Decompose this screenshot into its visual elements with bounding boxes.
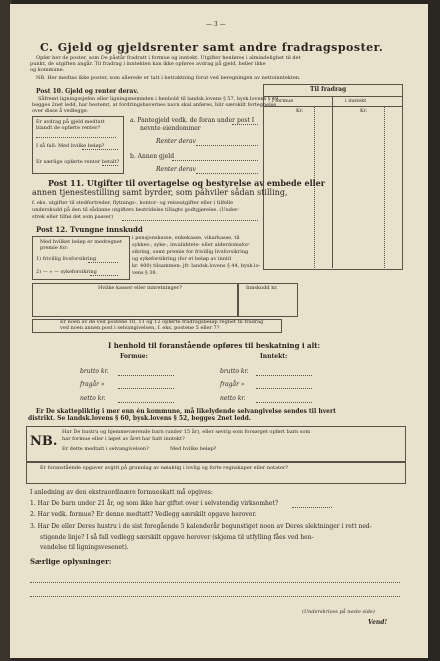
post12-text-4: og sykeforsikring (for et beløp av inntil [132,256,232,262]
formue-brutto: brutto kr. [80,368,109,375]
post12-text-1: i pensjonskasse, enkekasse, vikarkasse, til [132,235,240,241]
notice-title-2: distrikt. Se landsk.lovens § 60, bysk.lovens § 52, begges 2net ledd. [28,415,251,422]
deduction-column-box [263,84,403,270]
post10-title: Post 10. Gjeld og renter derav. [36,88,139,95]
nb-note: NB. Her medtas ikke poster, som allerede er tatt i betraktning forut ved beregningen av nettoinntekten. [36,75,301,81]
extra-tax-q3b: stigende linje? I så fall vedlegg særskilt opgave herover (skjema til utfylling fåes ved hen- [40,534,314,541]
intro-line-3: og kommune. [30,67,65,73]
insured-amount-label: Innskudd kr. [246,285,278,291]
premium-line-2: 2) — » — sykeforsikring [36,269,97,275]
interest-q1a: Er avdrag på gjeld medtatt [36,119,105,125]
post12-text-6: vens § 38. [132,270,158,276]
extra-tax-q3c: vendelse til ligningsvesenet). [40,544,129,551]
interest-q1b: blandt de opførte renter? [36,125,101,131]
intro-line-2: punkt, de utgiften angår. Til fradrag i inntekten kan ikke opføres avdrag på gjeld, heller ikke [30,61,266,67]
household-inntekt: Inntekt: [260,353,288,360]
formue-netto: netto kr. [80,395,106,402]
page-number: — 3 — [206,21,226,28]
col-formue-label: i formue [272,98,294,104]
post11-text-1: f. eks. utgifter til stedfortreder, flytnings-, kontor- og reiseutgifter eller i tilfelle [32,200,234,206]
post10-text-3: over disse å vedlegge. [32,108,89,114]
post10-renter-2: Renter derav [156,166,196,173]
col-kr-2: Kr. [360,108,368,114]
post11-text-2: underskudd på den til sådanne utgifters bestridelse tillagte godtgjørelse. (Under- [32,207,240,213]
extra-tax-q3a: 3. Har De eller Deres hustru i de sist foregående 5 kalenderår begunstiget noen av Deres slektninger i rett ned- [30,523,372,530]
post10-b: b. Annen gjeld [130,153,175,160]
interest-q3: Er særlige opførte renter betalt? [36,159,120,165]
nb-q-4: Med hvilke beløp? [170,446,217,452]
signature-hint: (Underskrives på neste side) [302,609,375,615]
formue-fragar: fragår » [80,381,105,388]
household-formue: Formue: [120,353,148,360]
post11-text-3: strek eller tilføi det som passer) [32,214,114,220]
special-info-label: Særlige oplysninger: [30,557,112,566]
post10-text-1: Såfremt ligningssjefen eller ligningsnemnden i henhold til landsk.lovens § 57, bysk.lovens § 49, [38,96,280,102]
post12-text-3: sikring, samt premie for frivillig livsforsikring [132,249,249,255]
deduction-header: Til fradrag [310,86,347,93]
premium-head-1: Med hvilket beløp er medregnet [40,239,122,245]
household-title: I henhold til foranstående opføres til beskatning i alt: [108,341,321,350]
post10-a-2: nevnte eiendommer [140,125,201,132]
inntekt-netto: netto kr. [220,395,246,402]
tax-form-page [10,4,428,658]
extra-tax-q1: 1. Har De barn under 21 år, og som ikke har giftet over i selvstendig virksomhet? [30,500,279,507]
nb-q-2: har formue eller i løpet av året har hatt inntekt? [62,436,185,442]
nb-q-3: Er dette medtatt i selvangivelsen? [62,446,149,452]
turn-over-label: Vend! [368,619,388,626]
nb-label: NB. [30,434,58,449]
section-title: C. Gjeld og gjeldsrenter samt andre fradragsposter. [40,41,384,54]
accounting-question: Er foranstående opgaver avgitt på grunnlag av nøiaktig i lovlig og forte regnskaper eller notater? [40,465,289,471]
premium-line-1: 1) frivillig livsforsikring [36,256,97,262]
col-kr-1: Kr. [296,108,304,114]
post10-a: a. Pantegjeld vedk. de foran under post I [130,117,255,124]
premium-head-2: premie for: [40,245,69,251]
post10-renter-1: Renter derav [156,138,196,145]
extra-tax-heading: I anledning av den ekstraordinære formueskatt må opgives: [30,489,213,496]
post11-title: Post 11. Utgifter til overtagelse og bestyrelse av embede eller [48,178,325,188]
reference-note-1: Er noen av de ved postene 10, 11 og 12 opførte fradragsbeløp regnet til fradrag [60,319,264,325]
post10-text-2: begges 2net ledd, har bestemt, at fordringshavernes navn skal anføres, blir særskilt fortegnelse [32,102,277,108]
intro-line-1: Opfør her de poster, som De påstår fradratt i formue og inntekt. Utgifter henføres i almindelighet til det [36,55,301,61]
extra-tax-q2: 2. Har vedk. formue? Er denne medtatt? Vedlegg særskilt opgave herover. [30,511,257,518]
nb-q-1: Har De hustru og hjemmeværende barn (under 15 år), eller søvrig som forsørget opført barn som [62,429,311,435]
notice-title: Er De skattepliktig i mer enn én kommune, må likelydende selvangivelse sendes til hvert [36,408,336,415]
reference-note-2: ved noen annen post i selvangivelsen, f. eks. postene 5 eller 7? [60,325,220,331]
inntekt-brutto: brutto kr. [220,368,249,375]
post12-title: Post 12. Tvungne innskudd [36,225,143,234]
post12-text-2: sykkes-, syke-, invaliditets- eller alderdomsfor- [132,242,251,248]
insurer-label: Hvilke kasser eller innretninger? [98,285,182,291]
inntekt-fragar: fragår » [220,381,245,388]
col-inntekt-label: i inntekt [345,98,367,104]
interest-q2: I så fall: Med hvilke beløp? [36,143,105,149]
post11-title-2: annen tjenestestilling samt byrder, som påhviler sådan stilling, [32,188,288,197]
post12-text-5: kr. 400) tilsammen: jfr. landsk.lovens § 44, bysk.lo- [132,263,261,269]
